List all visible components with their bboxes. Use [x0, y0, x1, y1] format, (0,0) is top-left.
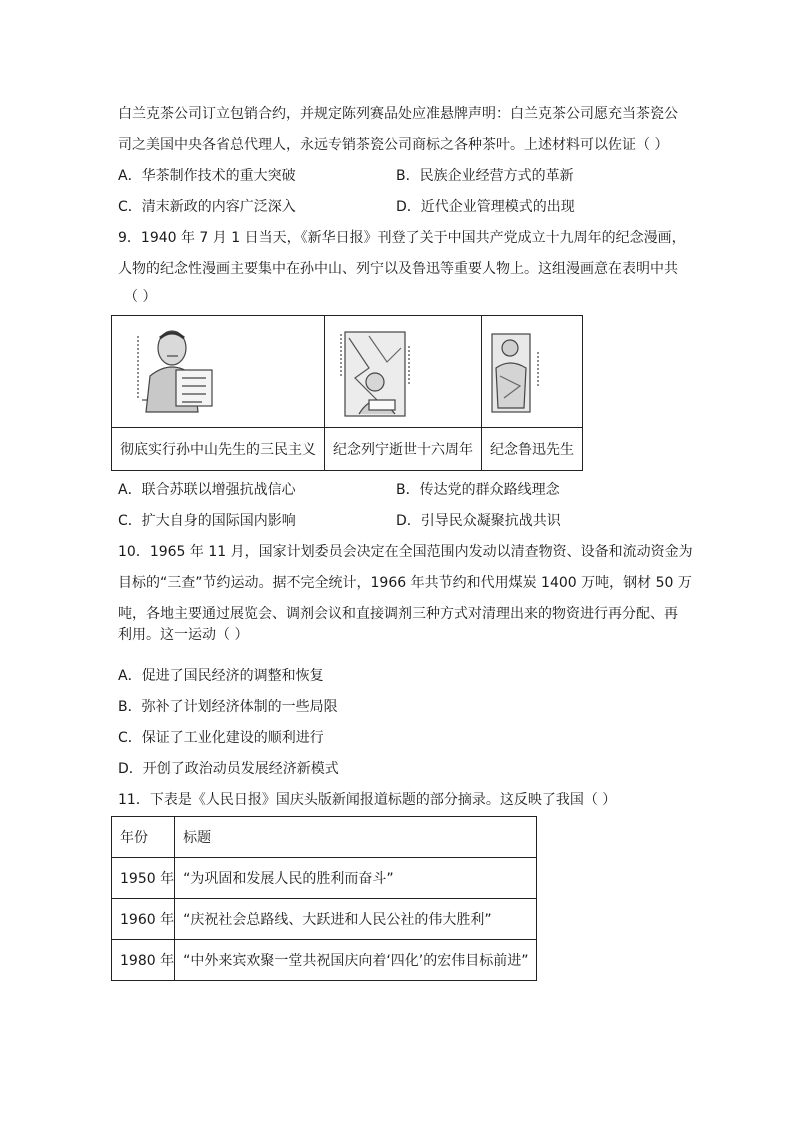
q10-option-b[interactable]: B．弥补了计划经济体制的一些局限: [118, 699, 338, 715]
caption-lu-xun: 纪念鲁迅先生: [482, 428, 583, 471]
caption-sun-yat-sen: 彻底实行孙中山先生的三民主义: [112, 428, 325, 471]
table-header-row: [112, 817, 537, 858]
q10-option-d[interactable]: D．开创了政治动员发展经济新模式: [118, 761, 339, 777]
cartoon-lu-xun-cell: [482, 316, 583, 428]
q10-stem-line-4: 利用。这一运动（ ）: [118, 627, 249, 643]
q9-option-d[interactable]: D．引导民众凝聚抗战共识: [396, 513, 561, 529]
q8-option-d[interactable]: D．近代企业管理模式的出现: [396, 199, 575, 215]
q8-option-a[interactable]: A．华茶制作技术的重大突破: [118, 168, 296, 184]
q9-option-b[interactable]: B．传达党的群众路线理念: [396, 482, 560, 498]
q9-stem-line-1: 9．1940 年 7 月 1 日当天，《新华日报》刊登了关于中国共产党成立十九周年的纪念漫画，: [118, 230, 686, 246]
table-cell-year: 1960 年: [112, 899, 175, 940]
q9-stem-line-3: （ ）: [124, 289, 157, 305]
table-cell-title: “庆祝社会总路线、大跃进和人民公社的伟大胜利”: [175, 899, 537, 940]
table-row: [112, 899, 537, 940]
q10-stem-line-2: 目标的“三查”节约运动。据不完全统计，1966 年共节约和代用煤炭 1400 万吨，钢材 50 万: [118, 575, 692, 591]
q10-stem-line-3: 吨，各地主要通过展览会、调剂会议和直接调剂三种方式对清理出来的物资进行再分配、再: [118, 606, 678, 622]
cartoon-lu-xun-image: [482, 316, 582, 427]
q10-option-c[interactable]: C．保证了工业化建设的顺利进行: [118, 730, 324, 746]
table-cell-year: 1950 年: [112, 858, 175, 899]
q8-stem-line-1: 白兰克茶公司订立包销合约，并规定陈列赛品处应准悬牌声明：白兰克茶公司愿充当茶瓷公: [118, 106, 678, 122]
q8-option-c[interactable]: C．清末新政的内容广泛深入: [118, 199, 296, 215]
q9-stem-line-2: 人物的纪念性漫画主要集中在孙中山、列宁以及鲁迅等重要人物上。这组漫画意在表明中共: [118, 261, 678, 277]
table-header-year: 年份: [112, 817, 175, 858]
table-cell-title: “中外来宾欢聚一堂共祝国庆向着‘四化’的宏伟目标前进”: [175, 940, 537, 981]
cartoon-lenin-image: [325, 316, 481, 427]
cartoon-table: [111, 315, 583, 471]
caption-lenin: 纪念列宁逝世十六周年: [325, 428, 482, 471]
table-header-title: 标题: [175, 817, 537, 858]
table-cell-title: “为巩固和发展人民的胜利而奋斗”: [175, 858, 537, 899]
table-cell-year: 1980 年: [112, 940, 175, 981]
table-row: [112, 858, 537, 899]
q9-option-a[interactable]: A．联合苏联以增强抗战信心: [118, 482, 296, 498]
cartoon-lenin-cell: [325, 316, 482, 428]
cartoon-sun-yat-sen-cell: [112, 316, 325, 428]
table-row: [112, 940, 537, 981]
q9-option-c[interactable]: C．扩大自身的国际国内影响: [118, 513, 296, 529]
cartoon-sun-yat-sen-image: [112, 316, 324, 427]
q10-stem-line-1: 10．1965 年 11 月，国家计划委员会决定在全国范围内发动以清查物资、设备和流动资金为: [118, 544, 693, 560]
q11-stem: 11．下表是《人民日报》国庆头版新闻报道标题的部分摘录。这反映了我国（ ）: [118, 792, 617, 808]
headline-table: [111, 816, 537, 981]
q10-option-a[interactable]: A．促进了国民经济的调整和恢复: [118, 668, 324, 684]
q8-option-b[interactable]: B．民族企业经营方式的革新: [396, 168, 574, 184]
q8-stem-line-2: 司之美国中央各省总代理人，永远专销茶瓷公司商标之各种茶叶。上述材料可以佐证（ ）: [118, 137, 669, 153]
